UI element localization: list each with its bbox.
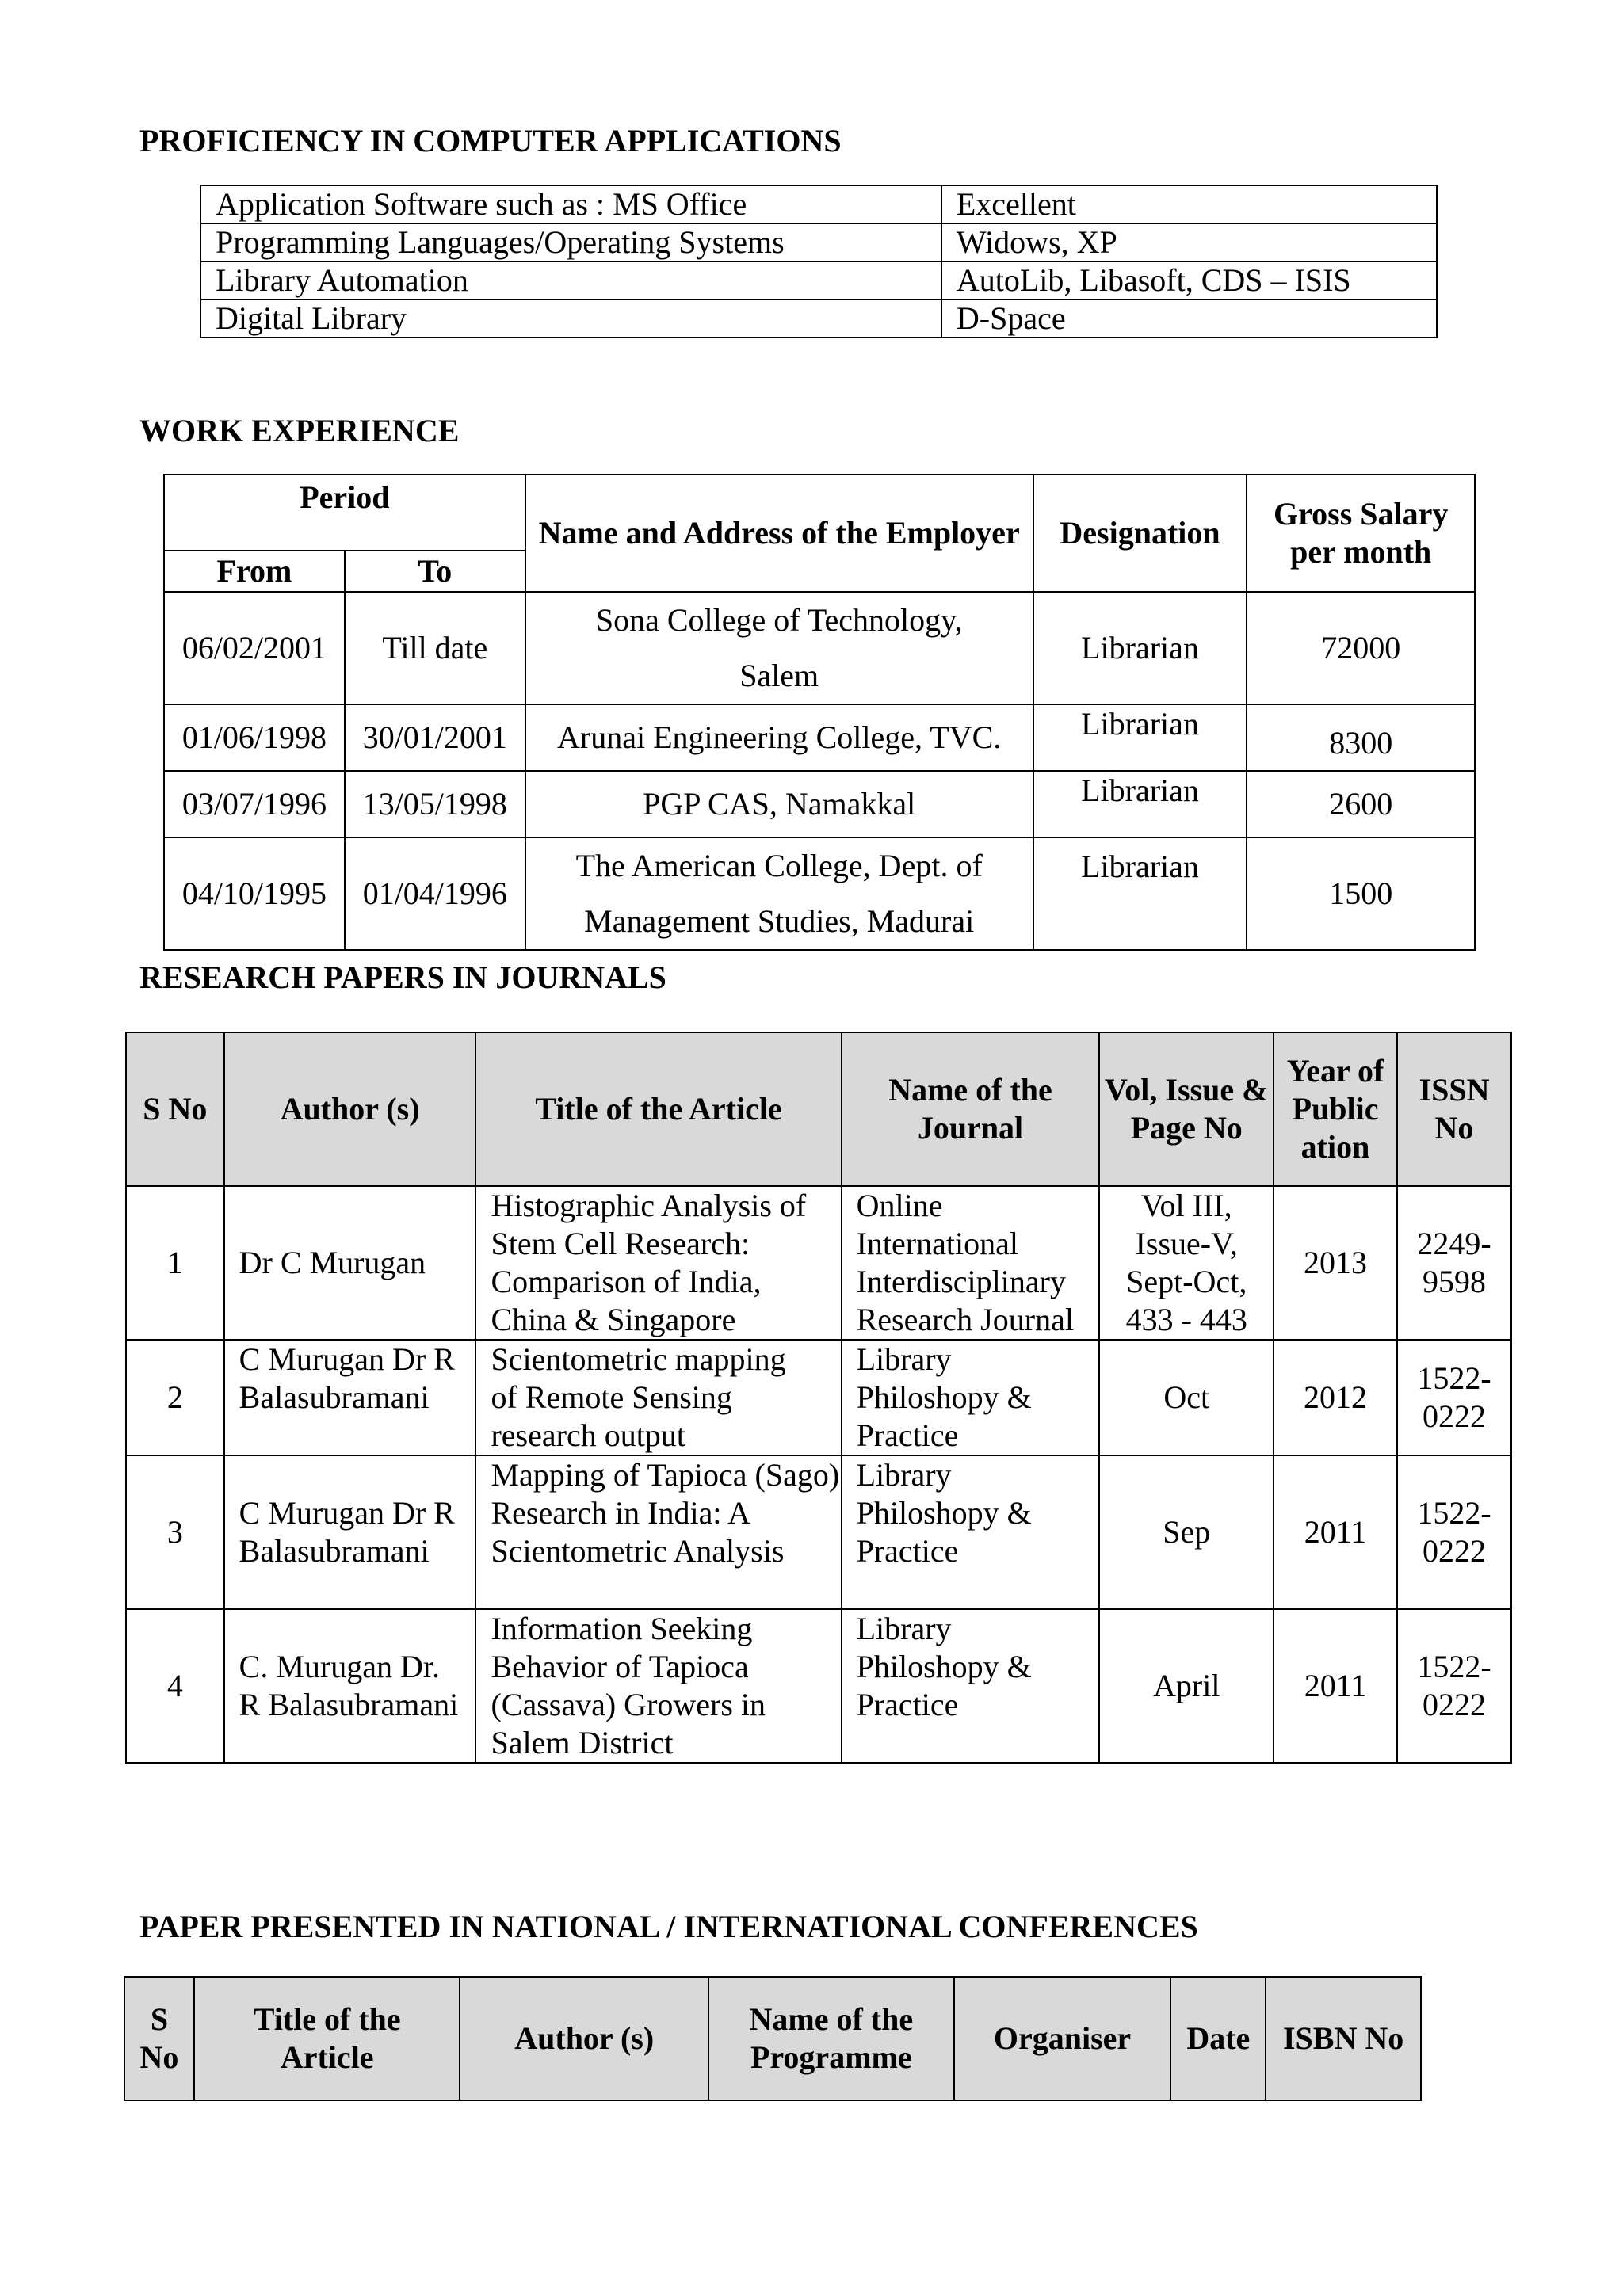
publication-year-cell: 2011	[1274, 1455, 1397, 1609]
designation-cell: Librarian	[1033, 837, 1247, 950]
salary-cell: 2600	[1247, 771, 1475, 837]
isbn-header: ISBN No	[1266, 1977, 1421, 2100]
from-header: From	[164, 551, 345, 592]
skill-level-cell: Excellent	[941, 185, 1437, 223]
work-experience-heading: WORK EXPERIENCE	[139, 413, 460, 448]
to-date-cell: 30/01/2001	[345, 704, 525, 771]
designation-cell: Librarian	[1033, 592, 1247, 704]
conferences-heading: PAPER PRESENTED IN NATIONAL / INTERNATIONAL CONFERENCES	[139, 1909, 1198, 1944]
volume-issue-header: Vol, Issue & Page No	[1099, 1032, 1274, 1186]
salary-cell: 8300	[1247, 704, 1475, 771]
volume-issue-cell: Sep	[1099, 1455, 1274, 1609]
publication-year-cell: 2013	[1274, 1186, 1397, 1340]
volume-issue-cell: April	[1099, 1609, 1274, 1763]
journal-name-cell: Library Philoshopy & Practice	[842, 1609, 1100, 1763]
issn-cell: 1522-0222	[1397, 1455, 1511, 1609]
publication-year-cell: 2012	[1274, 1340, 1397, 1455]
employer-cell: PGP CAS, Namakkal	[525, 771, 1033, 837]
serial-number-cell: 1	[126, 1186, 224, 1340]
journal-name-header: Name of the Journal	[842, 1032, 1100, 1186]
from-date-cell: 06/02/2001	[164, 592, 345, 704]
skill-level-cell: Widows, XP	[941, 223, 1437, 261]
to-date-cell: Till date	[345, 592, 525, 704]
table-header-row	[164, 475, 1475, 551]
software-cell: Application Software such as : MS Office	[200, 185, 941, 223]
table-row	[126, 1186, 1511, 1340]
authors-cell: Dr C Murugan	[224, 1186, 476, 1340]
table-row	[164, 704, 1475, 771]
programme-name-header: Name of the Programme	[708, 1977, 954, 2100]
employer-address: Management Studies, Madurai	[584, 903, 975, 939]
issn-cell: 1522-0222	[1397, 1340, 1511, 1455]
table-header-row	[126, 1032, 1511, 1186]
table-row	[200, 299, 1437, 338]
to-header: To	[345, 551, 525, 592]
table-row	[200, 223, 1437, 261]
software-cell: Digital Library	[200, 299, 941, 338]
skill-level-cell: AutoLib, Libasoft, CDS – ISIS	[941, 261, 1437, 299]
designation-cell: Librarian	[1033, 704, 1247, 771]
designation-cell: Librarian	[1033, 771, 1247, 837]
journal-name-cell: Library Philoshopy & Practice	[842, 1455, 1100, 1609]
table-row	[164, 771, 1475, 837]
volume-issue-cell: Oct	[1099, 1340, 1274, 1455]
volume-issue-cell: Vol III, Issue-V, Sept-Oct, 433 - 443	[1099, 1186, 1274, 1340]
employer-cell: Arunai Engineering College, TVC.	[525, 704, 1033, 771]
from-date-cell: 04/10/1995	[164, 837, 345, 950]
serial-number-header: S No	[124, 1977, 194, 2100]
issn-cell: 2249-9598	[1397, 1186, 1511, 1340]
designation-header: Designation	[1033, 475, 1247, 592]
from-date-cell: 03/07/1996	[164, 771, 345, 837]
table-row	[126, 1455, 1511, 1609]
salary-cell: 72000	[1247, 592, 1475, 704]
to-date-cell: 01/04/1996	[345, 837, 525, 950]
table-row	[164, 837, 1475, 950]
issn-header: ISSN No	[1397, 1032, 1511, 1186]
employer-address: Salem	[739, 658, 819, 693]
journal-name-cell: Library Philoshopy & Practice	[842, 1340, 1100, 1455]
authors-header: Author (s)	[460, 1977, 708, 2100]
research-papers-table	[125, 1032, 1512, 1764]
software-cell: Library Automation	[200, 261, 941, 299]
date-header: Date	[1170, 1977, 1266, 2100]
table-row	[200, 185, 1437, 223]
authors-cell: C Murugan Dr R Balasubramani	[224, 1455, 476, 1609]
employer-name: Sona College of Technology,	[595, 602, 963, 638]
publication-year-cell: 2011	[1274, 1609, 1397, 1763]
publication-year-header: Year of Public ation	[1274, 1032, 1397, 1186]
table-header-row	[124, 1977, 1421, 2100]
salary-header: Gross Salary per month	[1247, 475, 1475, 592]
employer-cell	[525, 837, 1033, 950]
proficiency-heading: PROFICIENCY IN COMPUTER APPLICATIONS	[139, 123, 842, 158]
employer-header: Name and Address of the Employer	[525, 475, 1033, 592]
authors-cell: C Murugan Dr R Balasubramani	[224, 1340, 476, 1455]
authors-header: Author (s)	[224, 1032, 476, 1186]
table-row	[164, 592, 1475, 704]
article-title-header: Title of the Article	[194, 1977, 460, 2100]
skill-level-cell: D-Space	[941, 299, 1437, 338]
from-date-cell: 01/06/1998	[164, 704, 345, 771]
table-row	[200, 261, 1437, 299]
article-title-header: Title of the Article	[475, 1032, 841, 1186]
serial-number-header: S No	[126, 1032, 224, 1186]
period-header: Period	[164, 475, 525, 551]
organiser-header: Organiser	[954, 1977, 1171, 2100]
article-title-cell: Histographic Analysis of Stem Cell Research: Comparison of India, China & Singapore	[475, 1186, 841, 1340]
conferences-table	[124, 1976, 1422, 2101]
article-title-cell: Mapping of Tapioca (Sago) Research in India: A Scientometric Analysis	[475, 1455, 841, 1609]
table-row	[126, 1609, 1511, 1763]
journal-name-cell: Online International Interdisciplinary Research Journal	[842, 1186, 1100, 1340]
serial-number-cell: 3	[126, 1455, 224, 1609]
work-experience-table	[163, 474, 1476, 951]
proficiency-table	[200, 185, 1438, 338]
issn-cell: 1522-0222	[1397, 1609, 1511, 1763]
research-papers-heading: RESEARCH PAPERS IN JOURNALS	[139, 959, 666, 995]
authors-cell: C. Murugan Dr. R Balasubramani	[224, 1609, 476, 1763]
table-row	[126, 1340, 1511, 1455]
serial-number-cell: 2	[126, 1340, 224, 1455]
serial-number-cell: 4	[126, 1609, 224, 1763]
salary-cell: 1500	[1247, 837, 1475, 950]
article-title-cell: Information Seeking Behavior of Tapioca (Cassava) Growers in Salem District	[475, 1609, 841, 1763]
article-title-cell: Scientometric mapping of Remote Sensing research output	[475, 1340, 841, 1455]
employer-cell	[525, 592, 1033, 704]
employer-name: The American College, Dept. of	[575, 848, 983, 883]
software-cell: Programming Languages/Operating Systems	[200, 223, 941, 261]
to-date-cell: 13/05/1998	[345, 771, 525, 837]
